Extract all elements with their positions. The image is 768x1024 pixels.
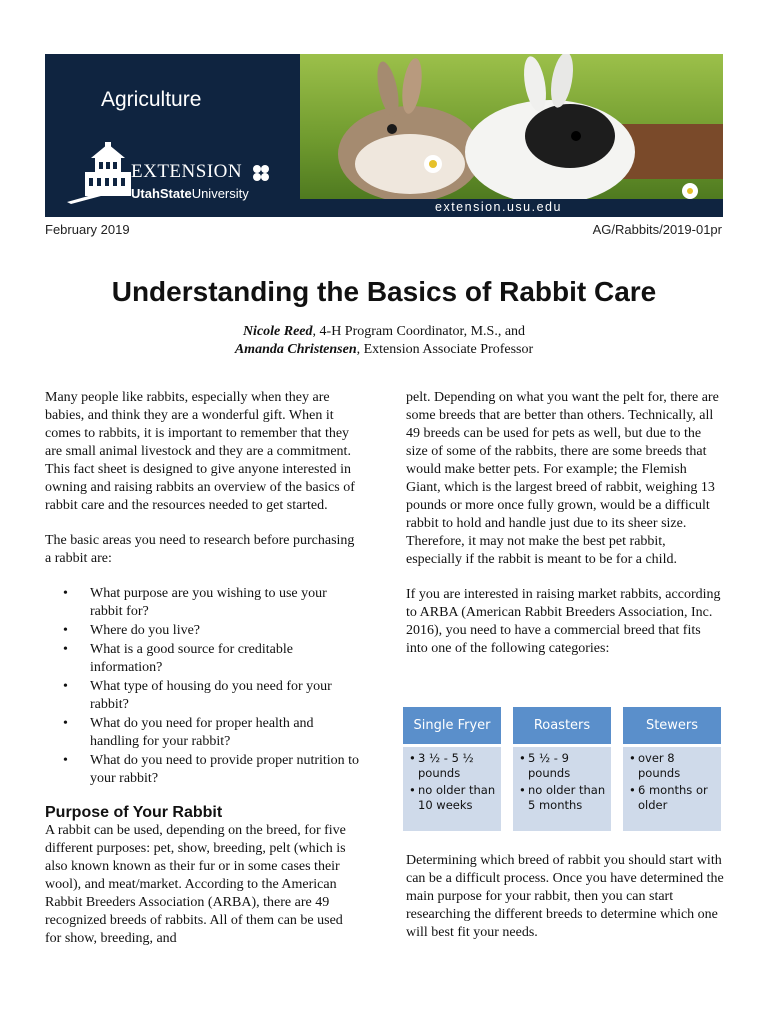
bullet-icon: • — [63, 716, 68, 731]
category-body — [403, 747, 501, 831]
bullet-icon: • — [629, 751, 636, 765]
intro-paragraph: Many people like rabbits, especially when they are babies, and think they are a wonderful gift. When it comes to rabbits, it is important to remember that they are small animal livestock and they are a commitment. This fact sheet is designed to give anyone interested in owning and raising rabbits an overview of the basics of rabbit care and the resources needed to get started. — [45, 390, 355, 513]
bullet-icon: • — [63, 679, 68, 694]
purpose-paragraph: A rabbit can be used, depending on the breed, for five different purposes: pet, show, breeding, pelt (which is also known known as their fur or in some cases their wool), and meat/market. According to the American Rabbit Breeders Association (ARBA), there are 49 recognized breeds of rabbits. All of them can be used for show, breeding, and — [45, 823, 346, 946]
left-column — [45, 389, 360, 948]
website-url: extension.usu.edu — [435, 200, 562, 214]
author-line — [0, 323, 768, 341]
market-paragraph: If you are interested in raising market rabbits, according to ARBA (American Rabbit Breeders Association, Inc. 2016), you need to have a commercial breed that fits into one of the following categories: — [406, 587, 721, 656]
rabbits-photo — [300, 54, 723, 199]
university-bold: UtahState — [131, 186, 192, 201]
category-stewers — [623, 707, 721, 831]
university-wordmark — [131, 186, 249, 201]
category-item — [519, 783, 607, 813]
category-item-text: 5 ½ - 9 pounds — [528, 751, 571, 780]
category-roasters — [513, 707, 611, 831]
breed-paragraph: Determining which breed of rabbit you should start with can be a difficult process. Once you have determined the main purpose for your rabbit, then you can start researching the different breeds to determine which one will best fit your needs. — [406, 853, 724, 940]
section-label: Agriculture — [101, 88, 202, 111]
list-item-text: What do you need for proper health and handling for your rabbit? — [90, 716, 314, 749]
list-item — [45, 678, 360, 714]
author-role: , Extension Associate Professor — [356, 342, 534, 357]
bullet-icon: • — [63, 586, 68, 601]
bullet-icon: • — [63, 753, 68, 768]
bullet-icon: • — [409, 783, 416, 797]
bullet-icon: • — [519, 783, 526, 797]
category-header: Roasters — [513, 707, 611, 744]
publication-code: AG/Rabbits/2019-01pr — [592, 222, 722, 237]
category-item — [409, 783, 497, 813]
header-banner — [45, 54, 723, 217]
list-item — [45, 622, 360, 640]
list-item — [45, 585, 360, 621]
author-line — [0, 341, 768, 359]
list-item — [45, 752, 360, 788]
publication-date: February 2019 — [45, 222, 130, 237]
category-header: Single Fryer — [403, 707, 501, 744]
university-rest: University — [191, 186, 249, 201]
category-item — [409, 751, 497, 781]
list-item-text: Where do you live? — [90, 623, 201, 638]
bullet-icon: • — [63, 642, 68, 657]
category-single-fryer — [403, 707, 501, 831]
questions-list — [45, 585, 360, 788]
section-heading: Purpose of Your Rabbit — [45, 804, 223, 821]
author-name: Amanda Christensen — [234, 342, 357, 357]
extension-wordmark: EXTENSION — [131, 161, 243, 182]
list-item-text: What purpose are you wishing to use your rabbit for? — [90, 586, 327, 619]
pelt-paragraph: pelt. Depending on what you want the pelt for, there are some breeds that are better than others. Technically, all 49 breeds can be used for pets as well, but due to the size of some of the rabbits, there are some breeds that would make better pets. For example; the Flemish Giant, which is the largest breed of rabbit, weighing 13 pounds or more once fully grown, would be a difficult rabbit to hold and handle just due to its sheer size. Therefore, it may not make the best pet rabbit, especially if the rabbit is meant to be for a child. — [406, 390, 719, 567]
categories-table — [403, 707, 721, 831]
category-item-text: 6 months or older — [638, 783, 708, 812]
list-item — [45, 641, 360, 677]
authors — [0, 323, 768, 359]
author-role: , 4-H Program Coordinator, M.S., and — [312, 324, 526, 339]
list-item-text: What is a good source for creditable information? — [90, 642, 293, 675]
category-item-text: over 8 pounds — [638, 751, 681, 780]
right-column-end — [406, 852, 724, 942]
bullet-icon: • — [629, 783, 636, 797]
category-item — [629, 783, 717, 813]
category-item — [519, 751, 607, 781]
bullet-icon: • — [63, 623, 68, 638]
right-column — [406, 389, 724, 658]
page-title: Understanding the Basics of Rabbit Care — [111, 276, 657, 307]
list-item — [45, 715, 360, 751]
category-item-text: 3 ½ - 5 ½ pounds — [418, 751, 474, 780]
category-body — [623, 747, 721, 831]
category-item-text: no older than 10 weeks — [418, 783, 496, 812]
category-header: Stewers — [623, 707, 721, 744]
list-item-text: What type of housing do you need for your rabbit? — [90, 679, 332, 712]
category-item-text: no older than 5 months — [528, 783, 606, 812]
bullet-icon: • — [519, 751, 526, 765]
author-name: Nicole Reed — [242, 324, 313, 339]
list-item-text: What do you need to provide proper nutrition to your rabbit? — [90, 753, 360, 786]
bullet-icon: • — [409, 751, 416, 765]
category-item — [629, 751, 717, 781]
areas-intro: The basic areas you need to research before purchasing a rabbit are: — [45, 533, 355, 566]
category-body — [513, 747, 611, 831]
